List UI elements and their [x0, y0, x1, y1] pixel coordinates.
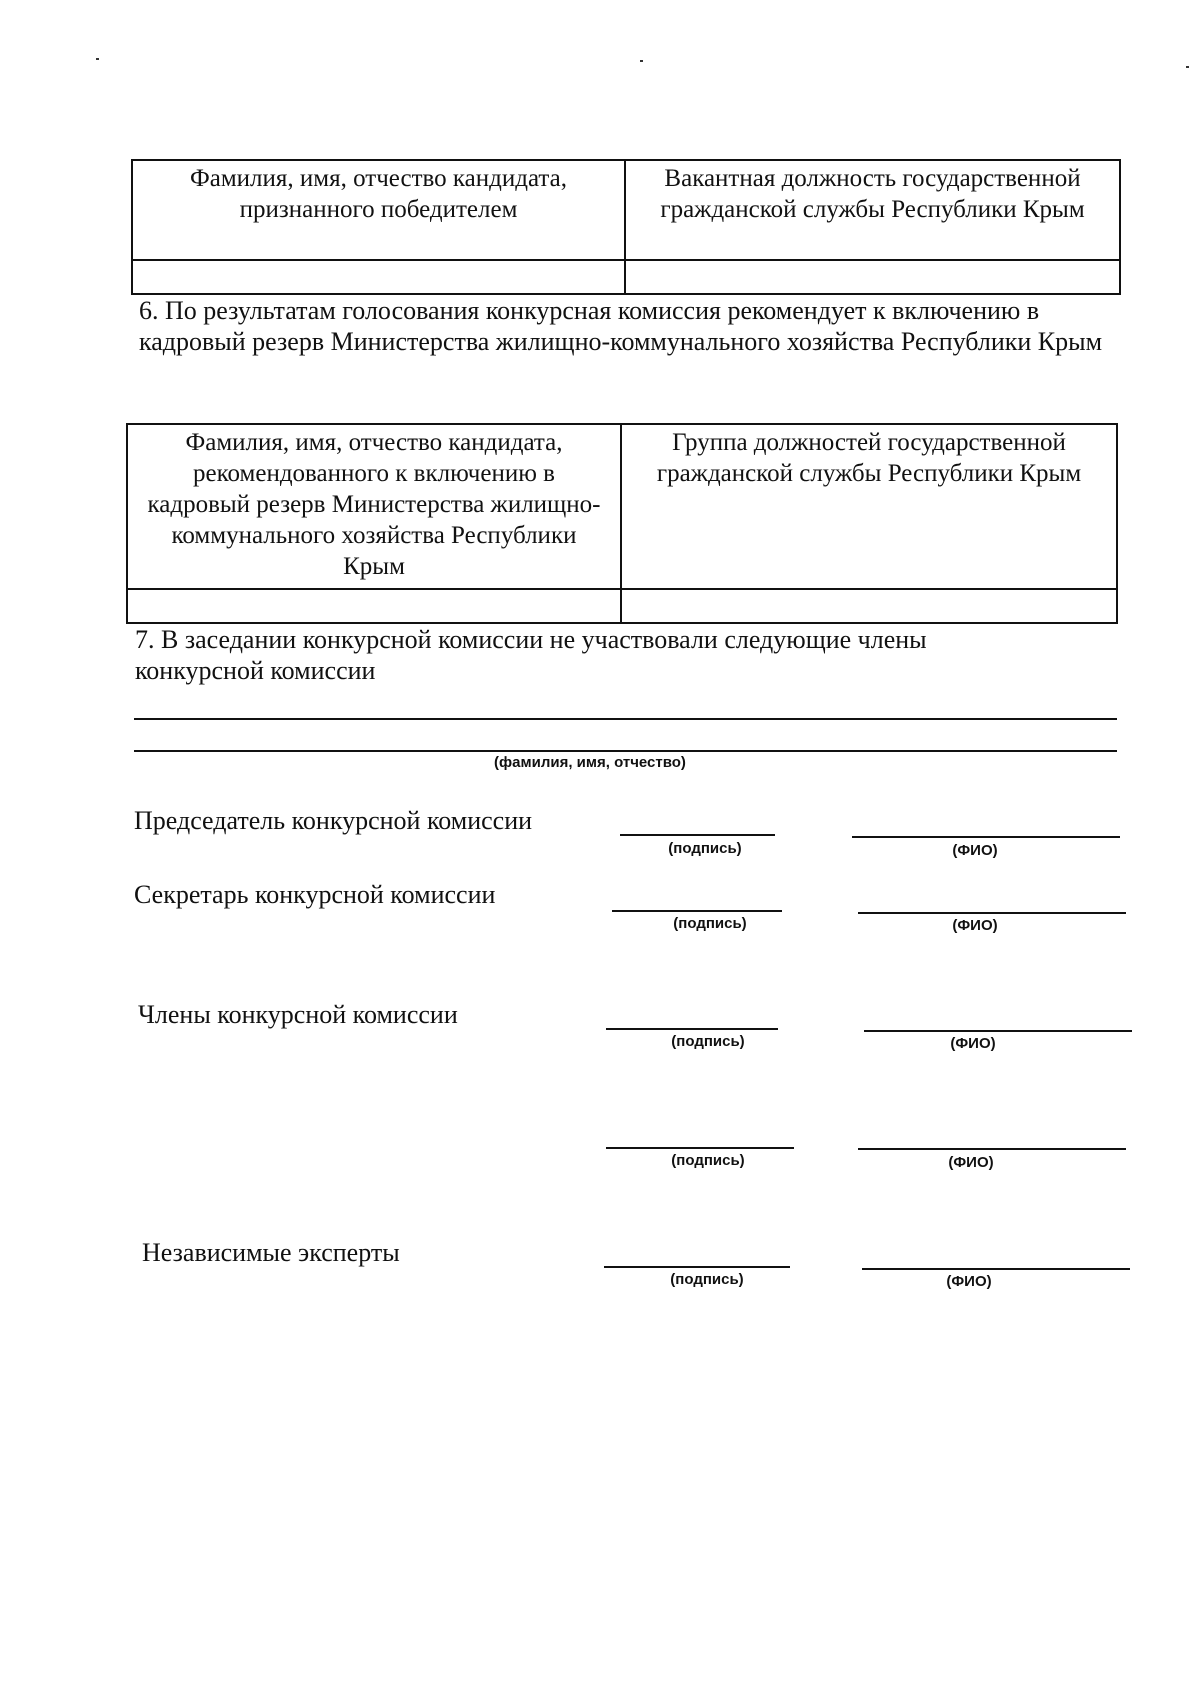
- member-1-name-caption: (ФИО): [950, 1035, 996, 1052]
- scan-speck: [96, 58, 99, 60]
- reserve-candidate-header: Фамилия, имя, отчество кандидата, рекомендованного к включению в кадровый резерв Министерства жилищно-коммунального хозяйства Республики Крым: [127, 424, 621, 589]
- scan-speck: [1186, 66, 1189, 68]
- section-7-text: 7. В заседании конкурсной комиссии не участвовали следующие члены конкурсной комиссии: [135, 625, 927, 685]
- position-group-cell[interactable]: [621, 589, 1117, 623]
- winner-table: [131, 159, 1121, 295]
- chairman-signature-caption: (подпись): [668, 840, 742, 857]
- expert-name-caption: (ФИО): [946, 1273, 992, 1290]
- position-group-header: Группа должностей государственной гражданской службы Республики Крым: [621, 424, 1117, 589]
- secretary-signature-caption: (подпись): [673, 915, 747, 932]
- secretary-name-line[interactable]: [858, 912, 1126, 914]
- member-1-signature-line[interactable]: [606, 1028, 778, 1030]
- chairman-signature-line[interactable]: [620, 834, 775, 836]
- winner-name-cell[interactable]: [132, 260, 625, 294]
- absent-members-caption: (фамилия, имя, отчество): [494, 754, 686, 771]
- member-2-name-line[interactable]: [858, 1148, 1126, 1150]
- reserve-candidate-cell[interactable]: [127, 589, 621, 623]
- secretary-name-caption: (ФИО): [952, 917, 998, 934]
- secretary-signature-line[interactable]: [612, 910, 782, 912]
- experts-label: Независимые эксперты: [142, 1238, 400, 1267]
- absent-members-line-2[interactable]: [134, 750, 1117, 752]
- section-6-text: 6. По результатам голосования конкурсная комиссия рекомендует к включению в кадровый резерв Министерства жилищно-коммунального хозяйства Республики Крым: [139, 296, 1103, 356]
- member-2-signature-line[interactable]: [606, 1147, 794, 1149]
- vacant-position-cell[interactable]: [625, 260, 1120, 294]
- member-2-signature-caption: (подпись): [671, 1152, 745, 1169]
- members-label: Члены конкурсной комиссии: [138, 1000, 458, 1029]
- secretary-label: Секретарь конкурсной комиссии: [134, 880, 496, 909]
- winner-name-header: Фамилия, имя, отчество кандидата, признанного победителем: [132, 160, 625, 260]
- expert-name-line[interactable]: [862, 1268, 1130, 1270]
- expert-signature-caption: (подпись): [670, 1271, 744, 1288]
- chairman-label: Председатель конкурсной комиссии: [134, 806, 533, 835]
- absent-members-line-1[interactable]: [134, 718, 1117, 720]
- scan-speck: [640, 60, 643, 62]
- member-2-name-caption: (ФИО): [948, 1154, 994, 1171]
- member-1-name-line[interactable]: [864, 1030, 1132, 1032]
- member-1-signature-caption: (подпись): [671, 1033, 745, 1050]
- vacant-position-header: Вакантная должность государственной гражданской службы Республики Крым: [625, 160, 1120, 260]
- reserve-table: [126, 423, 1118, 624]
- expert-signature-line[interactable]: [604, 1266, 790, 1268]
- chairman-name-line[interactable]: [852, 836, 1120, 838]
- chairman-name-caption: (ФИО): [952, 842, 998, 859]
